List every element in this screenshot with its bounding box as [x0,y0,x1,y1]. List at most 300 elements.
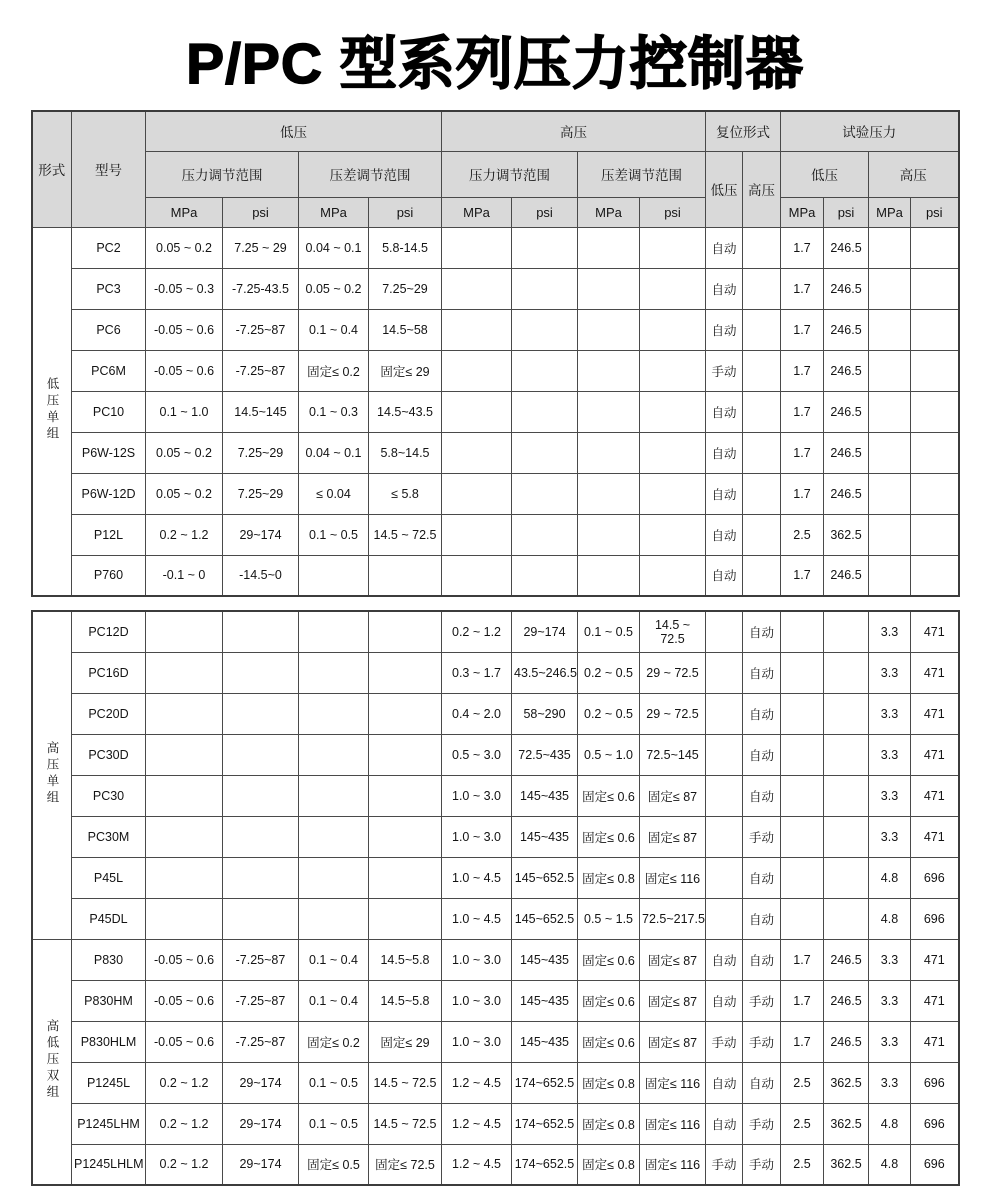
unit-psi: psi [640,197,706,227]
value-cell: 145~435 [512,980,578,1021]
value-cell: 固定≤ 0.8 [578,1103,640,1144]
value-cell: 固定≤ 0.6 [578,1021,640,1062]
header-low-pressure-group: 低压 [146,111,442,151]
value-cell: 自动 [706,939,743,980]
value-cell: 3.3 [869,611,911,652]
value-cell: 固定≤ 0.6 [578,775,640,816]
value-cell [640,309,706,350]
value-cell [442,350,512,391]
value-cell [706,734,743,775]
value-cell [223,775,299,816]
value-cell [781,857,824,898]
value-cell: 246.5 [824,391,869,432]
model-cell: P830HM [72,980,146,1021]
value-cell: 4.8 [869,857,911,898]
value-cell: 自动 [706,1103,743,1144]
value-cell: 471 [911,816,959,857]
unit-mpa: MPa [869,197,911,227]
value-cell [578,555,640,596]
value-cell [442,432,512,473]
value-cell: 174~652.5 [512,1144,578,1185]
value-cell [442,391,512,432]
model-cell: P760 [72,555,146,596]
value-cell [824,734,869,775]
value-cell: 4.8 [869,1103,911,1144]
value-cell: 手动 [743,1103,781,1144]
value-cell [512,473,578,514]
model-cell: P45L [72,857,146,898]
unit-psi: psi [512,197,578,227]
value-cell: 1.7 [781,555,824,596]
value-cell: 3.3 [869,1021,911,1062]
value-cell: 0.5 ~ 1.5 [578,898,640,939]
group-form-cell [32,611,72,939]
value-cell: 7.25 ~ 29 [223,227,299,268]
table-row [32,857,959,898]
value-cell: 1.7 [781,980,824,1021]
value-cell [369,857,442,898]
value-cell: 1.0 ~ 4.5 [442,857,512,898]
unit-psi: psi [223,197,299,227]
value-cell: 5.8-14.5 [369,227,442,268]
value-cell: 固定≤ 116 [640,1062,706,1103]
model-cell: P830 [72,939,146,980]
value-cell: 14.5~5.8 [369,939,442,980]
value-cell [299,734,369,775]
value-cell: 4.8 [869,1144,911,1185]
value-cell: 471 [911,734,959,775]
value-cell: 0.5 ~ 1.0 [578,734,640,775]
value-cell [706,693,743,734]
header-test-low: 低压 [781,151,869,197]
unit-mpa: MPa [299,197,369,227]
value-cell [824,816,869,857]
value-cell: 145~435 [512,939,578,980]
value-cell: ≤ 5.8 [369,473,442,514]
value-cell [146,652,223,693]
value-cell [911,555,959,596]
value-cell: 362.5 [824,1103,869,1144]
value-cell: 1.2 ~ 4.5 [442,1103,512,1144]
value-cell [369,555,442,596]
value-cell: 固定≤ 29 [369,350,442,391]
table-row [32,432,959,473]
value-cell: 2.5 [781,1144,824,1185]
value-cell: 固定≤ 87 [640,775,706,816]
value-cell: 29~174 [512,611,578,652]
value-cell: 0.1 ~ 0.3 [299,391,369,432]
value-cell [146,816,223,857]
value-cell: 14.5 ~ 72.5 [640,611,706,652]
value-cell [743,555,781,596]
value-cell [824,611,869,652]
value-cell: -0.05 ~ 0.6 [146,1021,223,1062]
value-cell: 自动 [706,514,743,555]
value-cell [512,514,578,555]
value-cell: 3.3 [869,652,911,693]
value-cell: 0.1 ~ 0.4 [299,980,369,1021]
table-row [32,1144,959,1185]
value-cell: 0.1 ~ 0.5 [299,514,369,555]
value-cell: 手动 [743,1021,781,1062]
value-cell: 246.5 [824,432,869,473]
value-cell: -7.25~87 [223,1021,299,1062]
table-row [32,1021,959,1062]
value-cell: 4.8 [869,898,911,939]
value-cell: 1.7 [781,350,824,391]
value-cell [146,734,223,775]
value-cell [223,734,299,775]
value-cell [442,555,512,596]
value-cell: 0.2 ~ 1.2 [146,1062,223,1103]
value-cell [146,857,223,898]
header-low-diff-range: 压差调节范围 [299,151,442,197]
value-cell: 58~290 [512,693,578,734]
value-cell: 0.2 ~ 1.2 [146,1103,223,1144]
model-cell: P6W-12S [72,432,146,473]
value-cell [640,227,706,268]
value-cell: 1.7 [781,473,824,514]
value-cell: 246.5 [824,473,869,514]
value-cell: 145~435 [512,1021,578,1062]
header-row-2 [32,151,959,197]
value-cell [743,227,781,268]
value-cell: 696 [911,1103,959,1144]
value-cell: 固定≤ 0.5 [299,1144,369,1185]
value-cell: 29~174 [223,514,299,555]
value-cell [299,898,369,939]
model-cell: PC6M [72,350,146,391]
value-cell: 362.5 [824,514,869,555]
value-cell: 246.5 [824,1021,869,1062]
value-cell [869,514,911,555]
header-reset-form: 复位形式 [706,111,781,151]
table-row [32,939,959,980]
value-cell [706,857,743,898]
value-cell [578,432,640,473]
value-cell: 14.5~43.5 [369,391,442,432]
value-cell: 固定≤ 0.8 [578,1144,640,1185]
model-cell: P6W-12D [72,473,146,514]
header-reset-high: 高压 [743,151,781,227]
value-cell [911,268,959,309]
value-cell [146,898,223,939]
value-cell: 29 ~ 72.5 [640,693,706,734]
value-cell [869,309,911,350]
value-cell [911,227,959,268]
value-cell: -7.25~87 [223,939,299,980]
value-cell [442,227,512,268]
value-cell: 246.5 [824,980,869,1021]
value-cell: -0.05 ~ 0.3 [146,268,223,309]
value-cell: 145~652.5 [512,857,578,898]
value-cell: 145~435 [512,816,578,857]
value-cell [578,473,640,514]
value-cell: 5.8~14.5 [369,432,442,473]
value-cell: 1.0 ~ 3.0 [442,775,512,816]
value-cell: 0.1 ~ 0.5 [299,1062,369,1103]
value-cell [824,898,869,939]
value-cell [869,555,911,596]
low-pressure-body [32,227,959,596]
value-cell [781,775,824,816]
value-cell: 2.5 [781,1062,824,1103]
value-cell: 1.2 ~ 4.5 [442,1062,512,1103]
value-cell: 固定≤ 87 [640,816,706,857]
value-cell: 1.0 ~ 3.0 [442,980,512,1021]
value-cell: 0.04 ~ 0.1 [299,432,369,473]
value-cell [911,473,959,514]
value-cell: ≤ 0.04 [299,473,369,514]
value-cell: 手动 [706,1144,743,1185]
value-cell: 自动 [743,611,781,652]
value-cell: 固定≤ 0.6 [578,980,640,1021]
value-cell [299,775,369,816]
value-cell [743,391,781,432]
value-cell: 固定≤ 72.5 [369,1144,442,1185]
table-row [32,514,959,555]
table-row [32,1103,959,1144]
value-cell [640,268,706,309]
value-cell: 14.5 ~ 72.5 [369,1103,442,1144]
value-cell [578,227,640,268]
value-cell [369,611,442,652]
model-cell: P45DL [72,898,146,939]
value-cell [223,898,299,939]
value-cell [781,611,824,652]
value-cell: 29~174 [223,1062,299,1103]
value-cell: 14.5 ~ 72.5 [369,514,442,555]
value-cell: 自动 [706,391,743,432]
model-cell: P1245LHM [72,1103,146,1144]
value-cell: 14.5~58 [369,309,442,350]
value-cell: 246.5 [824,350,869,391]
value-cell [640,473,706,514]
value-cell: 自动 [743,898,781,939]
value-cell [706,611,743,652]
value-cell [869,268,911,309]
model-cell: P830HLM [72,1021,146,1062]
value-cell: 自动 [743,1062,781,1103]
value-cell: 3.3 [869,1062,911,1103]
value-cell [781,652,824,693]
value-cell [369,898,442,939]
value-cell: 0.1 ~ 0.5 [299,1103,369,1144]
value-cell [512,268,578,309]
value-cell [223,652,299,693]
value-cell [824,857,869,898]
value-cell: 1.7 [781,432,824,473]
value-cell [299,816,369,857]
table-gap [0,597,990,610]
value-cell: 0.05 ~ 0.2 [146,473,223,514]
value-cell: 自动 [743,857,781,898]
header-high-pressure-group: 高压 [442,111,706,151]
value-cell: 自动 [706,227,743,268]
value-cell: 246.5 [824,227,869,268]
value-cell [706,775,743,816]
table-row [32,980,959,1021]
value-cell [299,857,369,898]
value-cell: 72.5~217.5 [640,898,706,939]
model-cell: PC30M [72,816,146,857]
value-cell [578,309,640,350]
value-cell: 0.04 ~ 0.1 [299,227,369,268]
value-cell [442,268,512,309]
value-cell [911,309,959,350]
value-cell [911,432,959,473]
table-row [32,652,959,693]
value-cell: -7.25~87 [223,980,299,1021]
table-row [32,227,959,268]
unit-psi: psi [911,197,959,227]
header-test-pressure: 试验压力 [781,111,959,151]
value-cell: 0.2 ~ 1.2 [146,1144,223,1185]
value-cell: 0.1 ~ 1.0 [146,391,223,432]
value-cell: -7.25~87 [223,309,299,350]
value-cell: 0.1 ~ 0.4 [299,939,369,980]
value-cell: 自动 [743,734,781,775]
unit-mpa: MPa [442,197,512,227]
value-cell: 246.5 [824,268,869,309]
value-cell: 1.0 ~ 3.0 [442,816,512,857]
value-cell [640,514,706,555]
value-cell: 0.05 ~ 0.2 [299,268,369,309]
value-cell: 7.25~29 [369,268,442,309]
unit-mpa: MPa [146,197,223,227]
value-cell [369,816,442,857]
value-cell: 0.2 ~ 0.5 [578,693,640,734]
table-row [32,734,959,775]
value-cell [824,775,869,816]
value-cell: 1.2 ~ 4.5 [442,1144,512,1185]
value-cell: 0.05 ~ 0.2 [146,432,223,473]
table-row [32,898,959,939]
header-test-high: 高压 [869,151,959,197]
value-cell: -0.05 ~ 0.6 [146,980,223,1021]
value-cell [911,391,959,432]
value-cell: 72.5~435 [512,734,578,775]
value-cell [512,555,578,596]
value-cell: 29~174 [223,1144,299,1185]
table-row [32,391,959,432]
value-cell [743,350,781,391]
value-cell [640,350,706,391]
value-cell [781,734,824,775]
value-cell: 0.3 ~ 1.7 [442,652,512,693]
value-cell: -7.25-43.5 [223,268,299,309]
value-cell [223,857,299,898]
value-cell [369,652,442,693]
table-row [32,350,959,391]
value-cell: 自动 [743,775,781,816]
value-cell: 固定≤ 0.2 [299,350,369,391]
value-cell: 固定≤ 0.8 [578,857,640,898]
value-cell [512,309,578,350]
value-cell: 固定≤ 87 [640,980,706,1021]
value-cell: 0.2 ~ 1.2 [146,514,223,555]
value-cell [223,611,299,652]
value-cell [578,268,640,309]
value-cell: 手动 [743,980,781,1021]
value-cell: 43.5~246.5 [512,652,578,693]
value-cell: 1.7 [781,309,824,350]
value-cell: 0.1 ~ 0.5 [578,611,640,652]
value-cell: 0.05 ~ 0.2 [146,227,223,268]
value-cell [223,816,299,857]
model-cell: PC2 [72,227,146,268]
value-cell [869,473,911,514]
unit-mpa: MPa [781,197,824,227]
value-cell [869,432,911,473]
value-cell [640,432,706,473]
model-cell: P1245LHLM [72,1144,146,1185]
value-cell [578,514,640,555]
value-cell: 1.0 ~ 3.0 [442,1021,512,1062]
value-cell [578,391,640,432]
header-form: 形式 [32,111,72,227]
group-form-label: 高低压双组 [45,1019,59,1102]
value-cell: -0.1 ~ 0 [146,555,223,596]
value-cell [578,350,640,391]
value-cell [299,611,369,652]
value-cell: 3.3 [869,980,911,1021]
value-cell [369,734,442,775]
value-cell [706,652,743,693]
value-cell [146,611,223,652]
header-row-3 [32,197,959,227]
value-cell [743,268,781,309]
value-cell [299,652,369,693]
value-cell: 696 [911,1144,959,1185]
value-cell: 固定≤ 0.8 [578,1062,640,1103]
model-cell: PC30 [72,775,146,816]
value-cell: 29~174 [223,1103,299,1144]
value-cell: 1.7 [781,268,824,309]
group-form-cell [32,227,72,596]
value-cell [706,898,743,939]
unit-psi: psi [824,197,869,227]
value-cell [299,693,369,734]
value-cell: 471 [911,980,959,1021]
value-cell: 362.5 [824,1144,869,1185]
value-cell [911,350,959,391]
value-cell [512,227,578,268]
value-cell: 固定≤ 87 [640,1021,706,1062]
value-cell: 自动 [743,693,781,734]
model-cell: PC6 [72,309,146,350]
value-cell: 1.7 [781,1021,824,1062]
value-cell: 14.5~145 [223,391,299,432]
value-cell: 1.0 ~ 3.0 [442,939,512,980]
table-header [32,111,959,227]
value-cell: 0.4 ~ 2.0 [442,693,512,734]
table-row [32,775,959,816]
value-cell: 7.25~29 [223,432,299,473]
value-cell [743,432,781,473]
value-cell [743,514,781,555]
group-form-label: 低压单组 [45,376,59,443]
value-cell: 0.5 ~ 3.0 [442,734,512,775]
value-cell: 145~652.5 [512,898,578,939]
value-cell: -0.05 ~ 0.6 [146,309,223,350]
model-cell: PC3 [72,268,146,309]
value-cell: 0.2 ~ 1.2 [442,611,512,652]
value-cell: 1.7 [781,939,824,980]
value-cell: 自动 [706,555,743,596]
value-cell: 471 [911,611,959,652]
group-form-label: 高压单组 [45,740,59,807]
